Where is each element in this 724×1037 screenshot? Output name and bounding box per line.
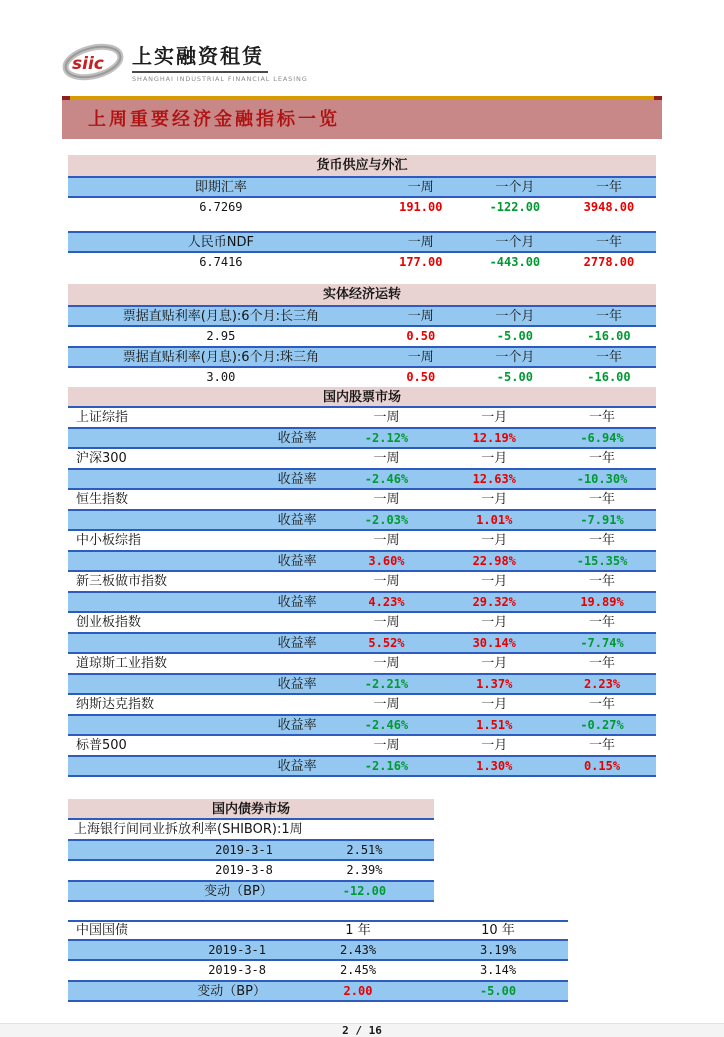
row-value: 2.95 bbox=[206, 329, 236, 343]
table-row bbox=[68, 755, 656, 777]
col-header: 一周 bbox=[373, 410, 400, 425]
table-row bbox=[68, 490, 656, 509]
table-row bbox=[68, 198, 656, 217]
col-header: 1 年 bbox=[345, 923, 371, 938]
yield-value: 22.98% bbox=[472, 553, 516, 568]
table-row bbox=[68, 880, 434, 902]
change-value: -122.00 bbox=[489, 200, 541, 214]
table-row bbox=[68, 368, 656, 387]
col-header: 一月 bbox=[481, 738, 508, 753]
col-header: 一年 bbox=[589, 615, 616, 630]
page-header bbox=[0, 0, 724, 84]
row-label: 票据直贴利率(月息):6个月:珠三角 bbox=[122, 349, 319, 365]
col-header: 一年 bbox=[589, 697, 616, 712]
change-value: 2778.00 bbox=[583, 255, 635, 269]
col-header: 一月 bbox=[481, 492, 508, 507]
change-value: -5.00 bbox=[496, 370, 533, 384]
change-value: -5.00 bbox=[496, 329, 533, 343]
col-header: 一个月 bbox=[495, 349, 535, 365]
col-header: 一个月 bbox=[495, 308, 535, 324]
table-row bbox=[68, 654, 656, 673]
table-row bbox=[68, 939, 568, 961]
col-header: 一年 bbox=[595, 234, 622, 250]
section-header-fx: 货币供应与外汇 bbox=[68, 155, 656, 176]
yield-label: 收益率 bbox=[277, 471, 317, 487]
col-header: 一周 bbox=[373, 492, 400, 507]
rate-value: 2.45% bbox=[339, 963, 377, 977]
yield-value: -0.27% bbox=[580, 717, 624, 732]
table-row bbox=[68, 736, 656, 755]
index-name: 道琼斯工业指数 bbox=[76, 656, 168, 671]
col-header: 一月 bbox=[481, 697, 508, 712]
table-row bbox=[68, 176, 656, 198]
table-row bbox=[68, 632, 656, 654]
table-row bbox=[68, 861, 434, 880]
yield-value: 4.23% bbox=[368, 594, 405, 609]
col-header: 一年 bbox=[589, 738, 616, 753]
table-row bbox=[68, 613, 656, 632]
yield-label: 收益率 bbox=[277, 594, 317, 610]
brand-block bbox=[132, 40, 308, 83]
change-value: 191.00 bbox=[399, 200, 443, 214]
date-label: 2019-3-8 bbox=[215, 863, 273, 877]
row-value: 6.7416 bbox=[199, 255, 243, 269]
col-header: 一年 bbox=[589, 574, 616, 589]
table-row bbox=[68, 531, 656, 550]
table-row bbox=[68, 509, 656, 531]
yield-value: -2.46% bbox=[364, 471, 409, 486]
yield-value: 30.14% bbox=[472, 635, 516, 650]
section-header-bonds: 国内债券市场 bbox=[68, 799, 434, 820]
index-name: 新三板做市指数 bbox=[76, 574, 168, 589]
table-row bbox=[68, 327, 656, 346]
table-row bbox=[68, 408, 656, 427]
yield-value: 1.30% bbox=[476, 758, 513, 773]
table-row bbox=[68, 839, 434, 861]
table-row bbox=[68, 980, 568, 1002]
logo-text: siic bbox=[72, 54, 104, 74]
date-label: 2019-3-8 bbox=[208, 963, 266, 977]
index-name: 纳斯达克指数 bbox=[76, 697, 155, 712]
table-row bbox=[68, 695, 656, 714]
change-value: 2.00 bbox=[343, 983, 373, 998]
row-label: 即期汇率 bbox=[194, 179, 247, 195]
treasury-table bbox=[68, 920, 568, 1002]
change-value: -16.00 bbox=[587, 329, 631, 343]
siic-logo-icon bbox=[62, 40, 124, 84]
yield-value: 1.37% bbox=[476, 676, 513, 691]
col-header: 一周 bbox=[373, 697, 400, 712]
col-header: 一周 bbox=[407, 234, 434, 250]
date-label: 2019-3-1 bbox=[208, 942, 266, 957]
yield-value: 2.23% bbox=[583, 676, 621, 691]
col-header: 一个月 bbox=[495, 234, 535, 250]
yield-value: -7.91% bbox=[580, 512, 624, 527]
page-title: 上周重要经济金融指标一览 bbox=[62, 100, 662, 139]
col-header: 一年 bbox=[595, 179, 622, 195]
yield-label: 收益率 bbox=[277, 430, 317, 446]
table-row bbox=[68, 427, 656, 449]
economy-table bbox=[68, 284, 656, 387]
col-header: 一周 bbox=[373, 533, 400, 548]
page-number: 2 / 16 bbox=[342, 1024, 382, 1037]
table-row bbox=[68, 305, 656, 327]
yield-value: -2.21% bbox=[364, 676, 409, 691]
yield-value: 12.19% bbox=[472, 430, 516, 445]
table-row bbox=[68, 449, 656, 468]
company-name-cn: 上实融资租赁 bbox=[132, 40, 268, 73]
change-value: 0.50 bbox=[406, 329, 436, 343]
row-label: 票据直贴利率(月息):6个月:长三角 bbox=[122, 308, 319, 324]
change-value: -443.00 bbox=[489, 255, 541, 269]
yield-value: 12.63% bbox=[472, 471, 516, 486]
col-header: 一周 bbox=[373, 738, 400, 753]
col-header: 一周 bbox=[373, 656, 400, 671]
yield-value: 1.51% bbox=[476, 717, 513, 732]
index-name: 标普500 bbox=[76, 738, 127, 753]
yield-value: -7.74% bbox=[580, 635, 624, 650]
spacer bbox=[68, 217, 656, 231]
table-row bbox=[68, 920, 568, 939]
index-name: 创业板指数 bbox=[76, 615, 142, 630]
table-row bbox=[68, 468, 656, 490]
yield-label: 收益率 bbox=[277, 717, 317, 733]
col-header: 一年 bbox=[595, 349, 622, 365]
yield-value: 5.52% bbox=[368, 635, 405, 650]
col-header: 一月 bbox=[481, 533, 508, 548]
col-header: 一年 bbox=[589, 492, 616, 507]
col-header: 一周 bbox=[373, 451, 400, 466]
change-value: -16.00 bbox=[587, 370, 631, 384]
table-row bbox=[68, 253, 656, 272]
yield-value: 29.32% bbox=[472, 594, 516, 609]
yield-value: -2.46% bbox=[364, 717, 409, 732]
table-row bbox=[68, 346, 656, 368]
row-label: 人民币NDF bbox=[187, 234, 254, 250]
bond-table bbox=[68, 799, 434, 902]
col-header: 一月 bbox=[481, 656, 508, 671]
change-value: -5.00 bbox=[479, 983, 517, 998]
col-header: 10 年 bbox=[481, 923, 515, 938]
table-row bbox=[68, 961, 568, 980]
yield-value: 1.01% bbox=[476, 512, 513, 527]
col-header: 一年 bbox=[595, 308, 622, 324]
col-header: 一月 bbox=[481, 451, 508, 466]
yield-label: 收益率 bbox=[277, 512, 317, 528]
section-header-economy: 实体经济运转 bbox=[68, 284, 656, 305]
table-row bbox=[68, 714, 656, 736]
table-row bbox=[68, 550, 656, 572]
change-value: -12.00 bbox=[342, 883, 387, 898]
col-header: 一周 bbox=[407, 349, 434, 365]
col-header: 一月 bbox=[481, 410, 508, 425]
title-banner bbox=[62, 96, 662, 139]
yield-value: -6.94% bbox=[580, 430, 624, 445]
col-header: 一周 bbox=[373, 574, 400, 589]
col-header: 一年 bbox=[589, 656, 616, 671]
col-header: 一月 bbox=[481, 615, 508, 630]
index-name: 中小板综指 bbox=[76, 533, 142, 548]
yield-value: -2.12% bbox=[364, 430, 409, 445]
yield-value: -2.16% bbox=[364, 758, 409, 773]
col-header: 一个月 bbox=[495, 179, 535, 195]
row-value: 3.00 bbox=[206, 370, 236, 384]
change-label: 变动（BP） bbox=[197, 983, 266, 999]
rate-value: 2.51% bbox=[346, 842, 383, 857]
col-header: 一年 bbox=[589, 410, 616, 425]
rate-value: 2.39% bbox=[346, 863, 383, 877]
index-name: 上证综指 bbox=[76, 410, 129, 425]
yield-label: 收益率 bbox=[277, 553, 317, 569]
yield-label: 收益率 bbox=[277, 676, 317, 692]
col-header: 一年 bbox=[589, 533, 616, 548]
table-row bbox=[68, 572, 656, 591]
change-label: 变动（BP） bbox=[204, 883, 273, 899]
stock-table bbox=[68, 387, 656, 777]
fx-table bbox=[68, 155, 656, 272]
table-row bbox=[68, 673, 656, 695]
yield-value: -15.35% bbox=[576, 553, 628, 568]
index-name: 恒生指数 bbox=[76, 492, 129, 507]
change-value: 177.00 bbox=[399, 255, 443, 269]
change-value: 0.50 bbox=[406, 370, 436, 384]
shibor-label: 上海银行间同业拆放利率(SHIBOR):1周 bbox=[74, 822, 303, 837]
company-name-en: SHANGHAI INDUSTRIAL FINANCIAL LEASING bbox=[132, 75, 308, 83]
yield-label: 收益率 bbox=[277, 635, 317, 651]
change-value: 3948.00 bbox=[583, 200, 635, 214]
col-header: 一月 bbox=[481, 574, 508, 589]
table-row bbox=[68, 591, 656, 613]
yield-value: -2.03% bbox=[364, 512, 409, 527]
col-header: 一周 bbox=[407, 308, 434, 324]
treasury-name: 中国国债 bbox=[76, 923, 129, 938]
yield-value: 19.89% bbox=[580, 594, 624, 609]
row-value: 6.7269 bbox=[199, 200, 243, 214]
rate-value: 3.14% bbox=[479, 963, 517, 977]
col-header: 一周 bbox=[407, 179, 434, 195]
index-name: 沪深300 bbox=[76, 451, 127, 466]
yield-value: 0.15% bbox=[583, 758, 621, 773]
yield-value: -10.30% bbox=[576, 471, 628, 486]
yield-label: 收益率 bbox=[277, 758, 317, 774]
table-row bbox=[68, 231, 656, 253]
section-header-stocks: 国内股票市场 bbox=[68, 387, 656, 408]
col-header: 一年 bbox=[589, 451, 616, 466]
yield-value: 3.60% bbox=[368, 553, 405, 568]
rate-value: 2.43% bbox=[339, 942, 377, 957]
rate-value: 3.19% bbox=[479, 942, 517, 957]
date-label: 2019-3-1 bbox=[215, 842, 273, 857]
col-header: 一周 bbox=[373, 615, 400, 630]
table-row bbox=[68, 820, 434, 839]
